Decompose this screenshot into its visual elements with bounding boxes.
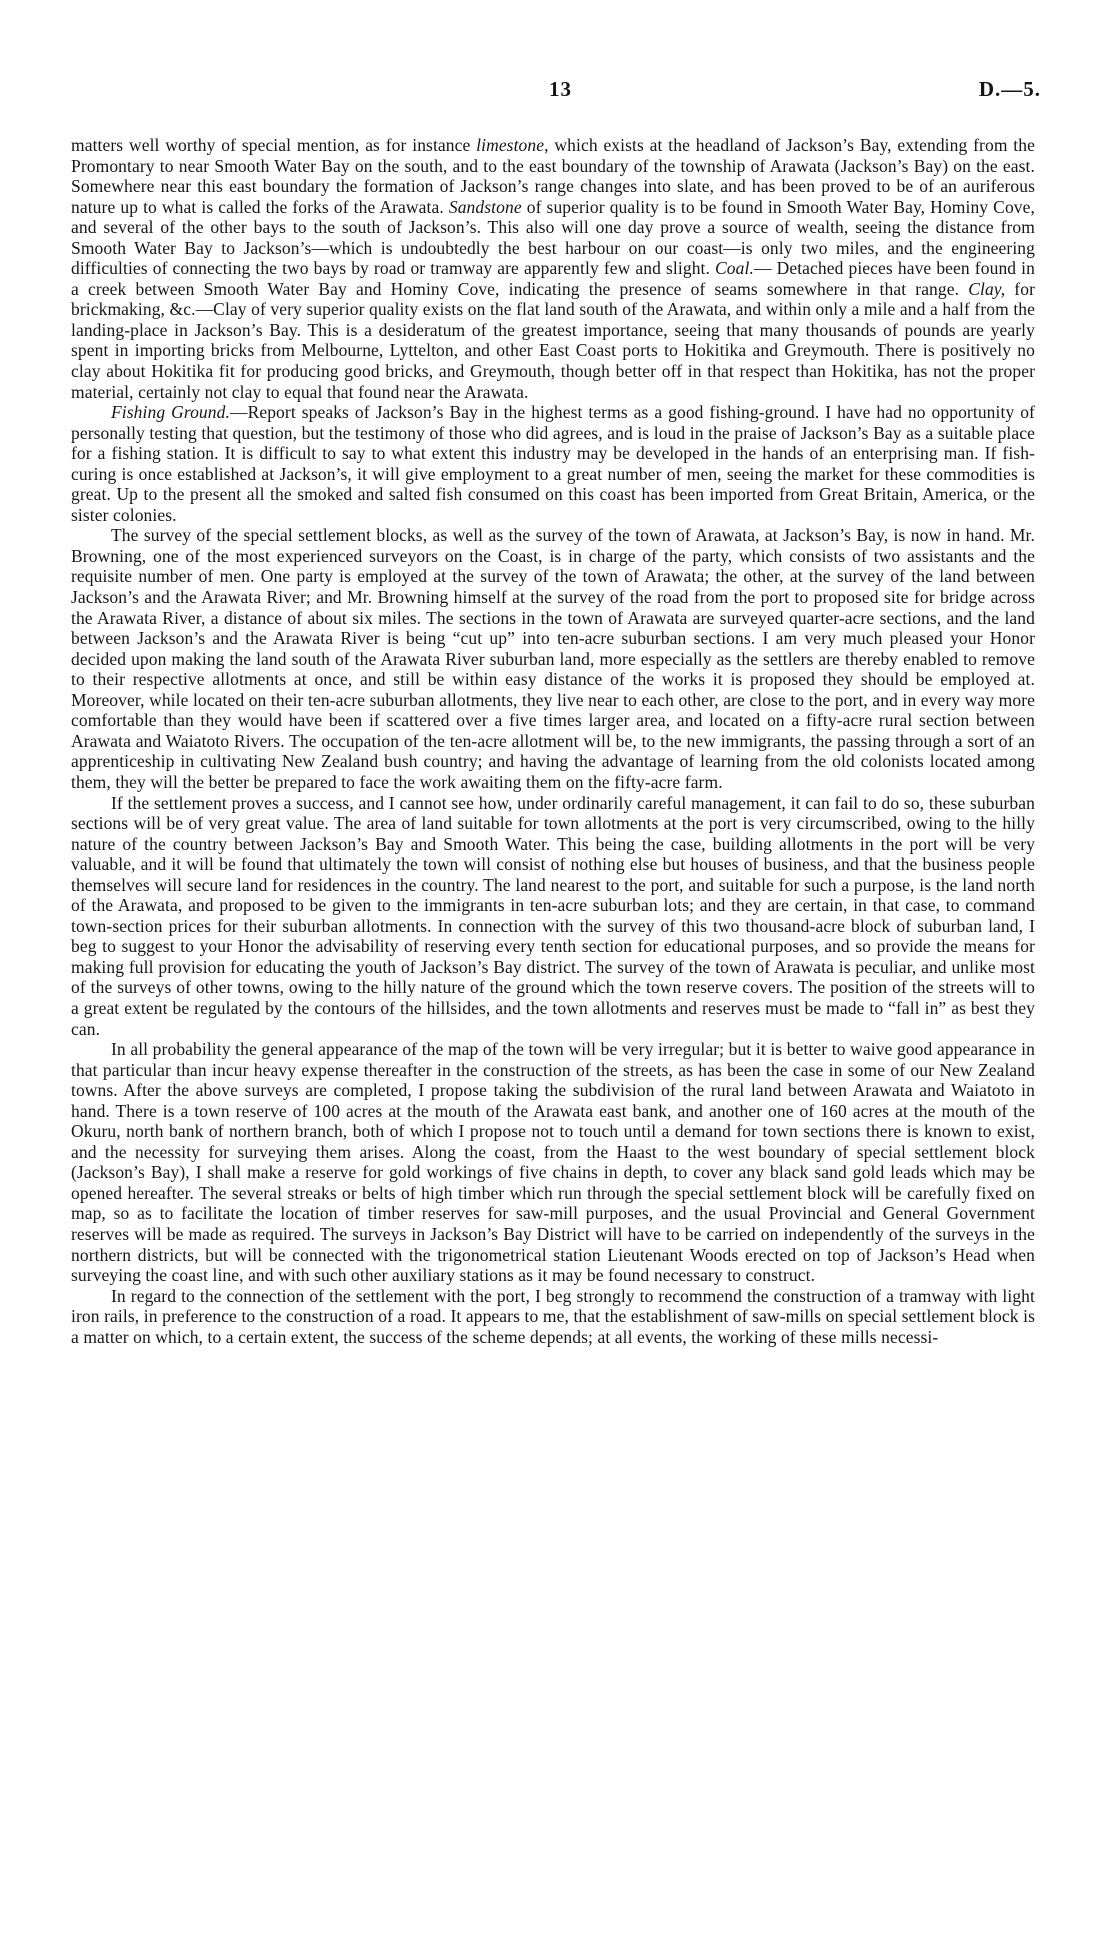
document-reference: D.—5. bbox=[978, 77, 1041, 101]
text-run: The survey of the special settlement blocks, as well as the survey of the town of Arawata, at Jackson’s Bay, is now in hand. Mr. Browning, one of the most experienced surveyors on the Coast, is in charge of the party, which consists of two assistants and the requisite number of men. One party is employed at the survey of the town of Arawata; the other, at the survey of the land between Jackson’s and the Arawata River; and Mr. Browning himself at the survey of the road from the port to proposed site for bridge across the Arawata River, a distance of about six miles. The sections in the town of Arawata are surveyed quarter-acre sections, and the land between Jackson’s and the Arawata River is being “cut up” into ten-acre suburban sections. I am very much pleased your Honor decided upon making the land south of the Arawata River suburban land, more especially as the settlers are thereby enabled to remove to their respective allotments at once, and still be within easy distance of the works it is proposed they should be employed at. Moreover, while located on their ten-acre suburban allotments, they live near to each other, are close to the port, and in every way more comfortable than they would have been if scattered over a five times larger area, and located on a fifty-acre rural section between Arawata and Waiatoto Rivers. The occupation of the ten-acre allotment will be, to the new immigrants, the passing through a sort of an apprenticeship in cultivating New Zealand bush country; and having the advantage of learning from the old colonists located among them, they will the better be prepared to face the work awaiting them on the fifty-acre farm. bbox=[71, 525, 1035, 792]
text-run: If the settlement proves a success, and I cannot see how, under ordinarily careful management, it can fail to do so, these suburban sections will be of very great value. The area of land suitable for town allotments at the port is very circumscribed, owing to the hilly nature of the country between Jackson’s Bay and Smooth Water. This being the case, building allotments in the port will be very valuable, and it will be found that ultimately the town will consist of nothing else but houses of business, and that the business people themselves will secure land for residences in the country. The land nearest to the port, and suitable for such a purpose, is the land north of the Arawata, and proposed to be given to the immigrants in ten-acre suburban lots; and they are certain, in that case, to command town-section prices for their suburban allotments. In connection with the survey of this two thousand-acre block of suburban land, I beg to suggest to your Honor the advisability of reserving every tenth section for educational purposes, and so provide the means for making full provision for educating the youth of Jackson’s Bay district. The survey of the town of Arawata is peculiar, and unlike most of the surveys of other towns, owing to the hilly nature of the ground which the town reserve covers. The position of the streets will to a great extent be regulated by the contours of the hillsides, and the town allotments and reserves must be made to “fall in” as best they can. bbox=[71, 792, 1035, 1039]
text-run: In all probability the general appearance of the map of the town will be very irregular; but it is better to waive good appearance in that particular than incur heavy expense thereafter in the construction of the streets, as has been the case in some of our New Zealand towns. After the above surveys are completed, I propose taking the subdivision of the rural land between Arawata and Waiatoto in hand. There is a town reserve of 100 acres at the mouth of the Arawata east bank, and another one of 160 acres at the mouth of the Okuru, north bank of northern branch, both of which I propose not to touch until a demand for town sections there is known to exist, and the necessity for surveying them arises. Along the coast, from the Haast to the west boundary of special settlement block (Jackson’s Bay), I shall make a reserve for gold workings of five chains in depth, to cover any black sand gold leads which may be opened hereafter. The several streaks or belts of high timber which run through the special settlement block will be carefully fixed on map, so as to facilitate the location of timber reserves for saw-mill purposes, and the usual Provincial and General Government reserves will be made as required. The surveys in Jackson’s Bay District will have to be carried on independently of the surveys in the northern districts, but will be connected with the trigonometrical station Lieutenant Woods erected on top of Jackson’s Head when surveying the coast line, and with such other auxiliary stations as it may be found necessary to construct. bbox=[71, 1039, 1035, 1286]
paragraph-town-map bbox=[71, 1039, 1035, 1286]
italic-term-clay: Clay, bbox=[968, 278, 1006, 299]
text-run: —Report speaks of Jackson’s Bay in the highest terms as a good fishing-ground. I have had no opportunity of personally testing that question, but the testimony of those who did agrees, and is loud in the praise of Jackson’s Bay as a suitable place for a fishing station. It is difficult to say to what extent this industry may be developed in the hands of an enterprising man. If fish-curing is once established at Jackson’s, it will give employment to a great number of men, seeing the market for these commodities is great. Up to the present all the smoked and salted fish consumed on this coast has been imported from Great Britain, America, or the sister colonies. bbox=[71, 402, 1035, 525]
text-run: In regard to the connection of the settlement with the port, I beg strongly to recommend the construction of a tramway with light iron rails, in preference to the construction of a road. It appears to me, that the establishment of saw-mills on special settlement block is a matter on which, to a certain extent, the success of the scheme depends; at all events, the working of these mills necessi- bbox=[71, 1285, 1035, 1347]
body-text bbox=[71, 135, 1035, 1347]
italic-heading-fishing-ground: Fishing Ground. bbox=[111, 402, 230, 423]
italic-term-limestone: limestone bbox=[476, 135, 545, 155]
paragraph-minerals bbox=[71, 135, 1035, 402]
text-run: for brickmaking, &c.—Clay of very superior quality exists on the flat land south of the Arawata, and within only a mile and a half from the landing-place in Jackson’s Bay. This is a desideratum of the greatest importance, seeing that many thousands of pounds are yearly spent in importing bricks from Melbourne, Lyttelton, and other East Coast ports to Hokitika and Greymouth. There is positively no clay about Hokitika fit for producing good bricks, and Greymouth, though better off in that respect than Hokitika, has not the proper material, certainly not clay to equal that found near the Arawata. bbox=[71, 278, 1036, 402]
text-run: matters well worthy of special mention, as for instance bbox=[71, 135, 477, 155]
italic-term-coal: Coal. bbox=[715, 258, 754, 279]
paragraph-survey-blocks bbox=[71, 525, 1035, 792]
paragraph-settlement-success bbox=[71, 793, 1035, 1040]
page-header bbox=[0, 77, 1114, 107]
paragraph-tramway bbox=[71, 1286, 1035, 1348]
text-run: of superior quality is to be found in Smooth Water Bay, Hominy Cove, and several of the other bays to the south of Jackson’s. This also will one day prove a source of wealth, seeing the distance from Smooth Water Bay to Jackson’s—which is undoubtedly the best harbour on our coast—is only two miles, and the engineering difficulties of connecting the two bays by road or tramway are apparently few and slight. bbox=[71, 196, 1035, 279]
paragraph-fishing-ground bbox=[71, 402, 1035, 525]
italic-term-sandstone: Sandstone bbox=[448, 196, 522, 217]
page-number: 13 bbox=[549, 77, 572, 101]
text-run: — Detached pieces have been found in a creek between Smooth Water Bay and Hominy Cove, indicating the presence of seams somewhere in that range. bbox=[71, 258, 1035, 299]
text-run: , which exists at the headland of Jackson’s Bay, extending from the Promontary to near Smooth Water Bay on the south, and to the east boundary of the township of Arawata (Jackson’s Bay) on the east. Somewhere near this east boundary the formation of Jackson’s range changes into slate, and has been proved to be of an auriferous nature up to what is called the forks of the Arawata. bbox=[71, 135, 1035, 217]
